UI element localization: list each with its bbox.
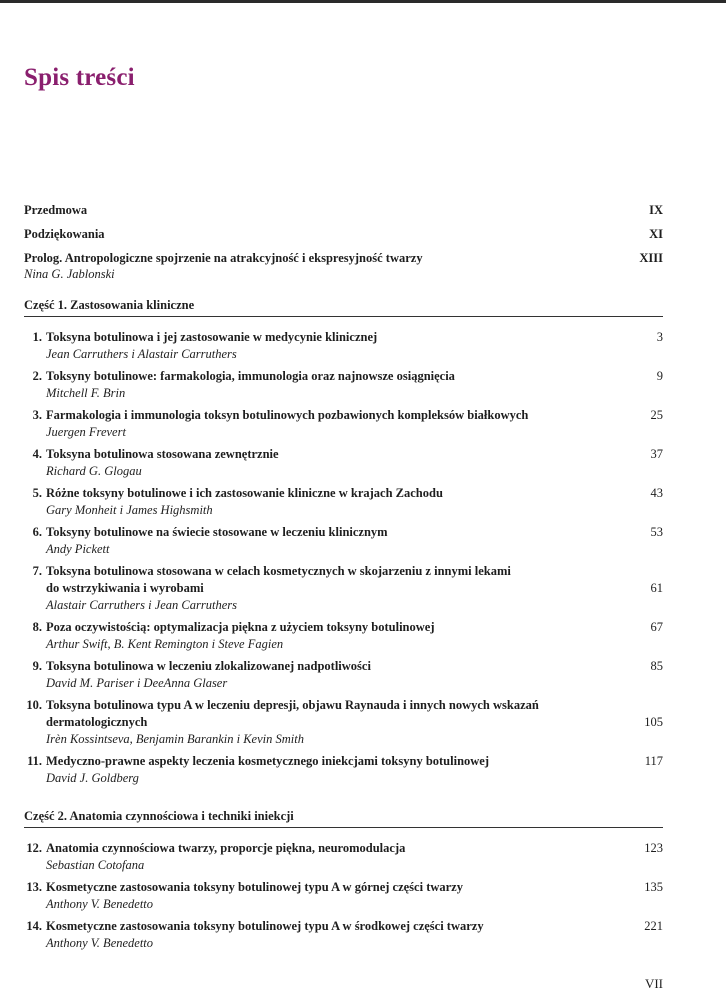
chapter-number: 6. [32,525,42,539]
chapter-title: Kosmetyczne zastosowania toksyny botulinowej typu A w środkowej części twarzy [46,919,484,933]
chapter-title: Toksyna botulinowa stosowana zewnętrznie [46,447,279,461]
chapter-page: 53 [650,525,663,539]
part-heading: Część 2. Anatomia czynnościowa i techniki iniekcji [24,808,663,828]
chapter-number: 14. [26,919,42,933]
entry-page: IX [649,203,663,217]
chapter-title: Toksyny botulinowe: farmakologia, immunologia oraz najnowsze osiągnięcia [46,369,455,383]
chapter-authors: Juergen Frevert [46,425,126,439]
chapter-title: Toksyna botulinowa w leczeniu zlokalizowanej nadpotliwości [46,659,371,673]
chapter-entry [24,753,663,787]
chapter-page: 37 [650,447,663,461]
chapter-authors: Arthur Swift, B. Kent Remington i Steve Fagien [46,637,284,651]
chapter-title-continued: dermatologicznych [46,715,148,729]
chapter-page: 85 [650,659,663,673]
chapter-entry [24,658,663,692]
chapter-authors: Gary Monheit i James Highsmith [46,503,213,517]
chapter-authors: Irèn Kossintseva, Benjamin Barankin i Kevin Smith [46,732,304,746]
chapter-entry [24,368,663,402]
chapter-entry [24,697,663,748]
chapter-page: 67 [650,620,663,634]
front-matter [24,202,663,282]
chapter-title: Farmakologia i immunologia toksyn botulinowych pozbawionych kompleksów białkowych [46,408,529,422]
chapter-title-continued: do wstrzykiwania i wyrobami [46,581,204,595]
front-matter-entry [24,226,663,242]
chapter-number: 9. [32,659,42,673]
chapter-number: 12. [26,841,42,855]
chapter-entry [24,407,663,441]
entry-page: XI [649,227,663,241]
chapter-number: 8. [32,620,42,634]
chapter-title: Toksyna botulinowa i jej zastosowanie w medycynie klinicznej [46,330,378,344]
chapter-entry [24,879,663,913]
chapter-entry [24,329,663,363]
chapter-title: Toksyna botulinowa typu A w leczeniu depresji, objawu Raynauda i innych nowych wskazań [46,698,539,712]
chapter-entry [24,563,663,614]
chapter-number: 11. [27,754,42,768]
chapter-entry [24,619,663,653]
chapter-page: 61 [650,581,663,595]
entry-authors: Nina G. Jablonski [24,267,115,281]
chapter-page: 43 [650,486,663,500]
chapter-title: Toksyny botulinowe na świecie stosowane w leczeniu klinicznym [46,525,388,539]
chapter-authors: Anthony V. Benedetto [46,897,154,911]
chapter-authors: Sebastian Cotofana [46,858,145,872]
chapter-number: 4. [32,447,42,461]
chapter-page: 135 [644,880,663,894]
chapter-authors: Anthony V. Benedetto [46,936,154,950]
chapter-title: Różne toksyny botulinowe i ich zastosowanie kliniczne w krajach Zachodu [46,486,443,500]
chapter-number: 2. [32,369,42,383]
chapter-authors: Andy Pickett [46,542,110,556]
chapter-entry [24,446,663,480]
chapter-entry [24,524,663,558]
entry-title: Prolog. Antropologiczne spojrzenie na atrakcyjność i ekspresyjność twarzy [24,251,423,265]
chapter-page: 25 [650,408,663,422]
chapter-authors: Mitchell F. Brin [46,386,126,400]
chapter-authors: David M. Pariser i DeeAnna Glaser [46,676,228,690]
chapter-authors: Jean Carruthers i Alastair Carruthers [46,347,237,361]
chapter-page: 221 [644,919,663,933]
chapter-number: 10. [26,698,42,712]
chapter-number: 7. [32,564,42,578]
part-heading: Część 1. Zastosowania kliniczne [24,297,663,317]
chapter-title: Toksyna botulinowa stosowana w celach kosmetycznych w skojarzeniu z innymi lekami [46,564,511,578]
chapter-number: 1. [32,330,42,344]
chapter-title: Medyczno-prawne aspekty leczenia kosmetycznego iniekcjami toksyny botulinowej [46,754,490,768]
entry-title: Podziękowania [24,227,105,241]
chapter-number: 5. [32,486,42,500]
chapter-page: 117 [644,754,663,768]
chapter-entry [24,485,663,519]
front-matter-entry [24,250,663,282]
chapter-number: 3. [32,408,42,422]
chapter-entry [24,918,663,952]
page-number: VII [644,976,663,991]
chapter-authors: Richard G. Glogau [46,464,142,478]
chapter-authors: Alastair Carruthers i Jean Carruthers [46,598,237,612]
chapter-page: 9 [656,369,663,383]
top-rule [0,0,726,3]
chapter-title: Poza oczywistością: optymalizacja piękna z użyciem toksyny botulinowej [46,620,435,634]
chapter-entry [24,840,663,874]
chapter-title: Anatomia czynnościowa twarzy, proporcje piękna, neuromodulacja [46,841,406,855]
front-matter-entry [24,202,663,218]
entry-page: XIII [639,251,663,265]
chapter-page: 123 [644,841,663,855]
chapter-number: 13. [26,880,42,894]
page-title: Spis treści [24,64,135,91]
entry-title: Przedmowa [24,203,88,217]
chapter-page: 3 [656,330,663,344]
chapter-authors: David J. Goldberg [46,771,139,785]
chapter-page: 105 [644,715,663,729]
chapter-title: Kosmetyczne zastosowania toksyny botulinowej typu A w górnej części twarzy [46,880,463,894]
